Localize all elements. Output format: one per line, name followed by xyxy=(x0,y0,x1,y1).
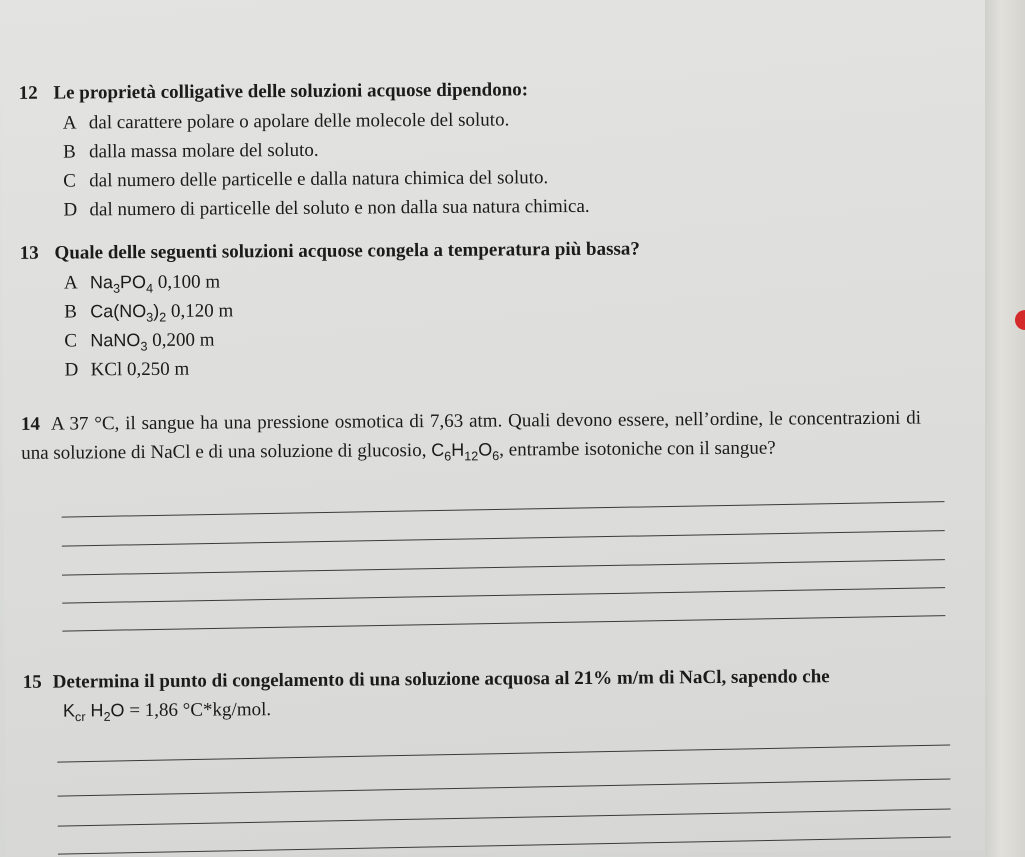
chemical-formula: $Na_3PO_4$ xyxy=(89,271,154,296)
question-number: 12 xyxy=(18,82,38,104)
option-a: A $Na_3PO_4$ 0,100 m xyxy=(63,271,221,296)
option-b: B $Ca(NO_3)_2$ 0,120 m xyxy=(64,300,234,325)
option-d: D dal numero di particelle del soluto e non dalla sua natura chimica. xyxy=(63,195,590,221)
question-text: 14 A 37 °C, il sangue ha una pressione osmotica di 7,63 atm. Quali devono essere, nell’ordine, le concentrazioni di una soluzione di NaCl e di una soluzione di glucosio, $C_6H_{12}O_6$, entrambe isotoniche con il sangue? xyxy=(20,407,922,464)
page-edge xyxy=(985,0,1025,857)
cryoscopic-constant: $K_{cr}$ $H_2O = 1,86$ °C*kg/mol. xyxy=(62,699,272,725)
options-list xyxy=(64,265,641,385)
answer-line xyxy=(62,530,945,546)
question-stem: Le proprietà colligative delle soluzioni acquose dipendono: xyxy=(53,79,529,104)
option-c: C NaNO$_3$ 0,200 m xyxy=(64,329,215,354)
question-number: 15 xyxy=(22,671,42,693)
option-a: A dal carattere polare o apolare delle molecole del soluto. xyxy=(62,109,510,134)
option-d: D KCl 0,250 m xyxy=(64,358,190,381)
answer-line xyxy=(57,744,950,762)
chemical-formula: KCl xyxy=(90,359,123,381)
question-stem: Quale delle seguenti soluzioni acquose congela a temperatura più bassa? xyxy=(54,238,640,264)
question-12 xyxy=(19,76,590,225)
chemical-formula: NaNO$_3$ xyxy=(90,330,148,354)
glucose-formula: $C_6H_{12}O_6$ xyxy=(431,439,500,464)
chemical-formula: $Ca(NO_3)_2$ xyxy=(90,300,167,325)
question-number: 13 xyxy=(19,242,39,264)
answer-line xyxy=(62,587,945,603)
question-14 xyxy=(21,404,921,468)
answer-line xyxy=(58,778,951,796)
answer-line xyxy=(58,808,951,826)
question-number: 14 xyxy=(20,413,41,435)
answer-line xyxy=(58,836,951,854)
answer-line xyxy=(62,501,945,517)
question-text: 15 Determina il punto di congelamento di una soluzione acquosa al 21% m/m di NaCl, sapendo che xyxy=(23,662,933,697)
question-13 xyxy=(20,236,641,385)
option-c: C dal numero delle particelle e dalla natura chimica del soluto. xyxy=(63,167,549,192)
option-b: B dalla massa molare del soluto. xyxy=(62,139,319,163)
options-list xyxy=(63,105,590,225)
answer-line xyxy=(62,559,945,575)
answer-line xyxy=(62,615,945,631)
question-15 xyxy=(23,662,933,726)
